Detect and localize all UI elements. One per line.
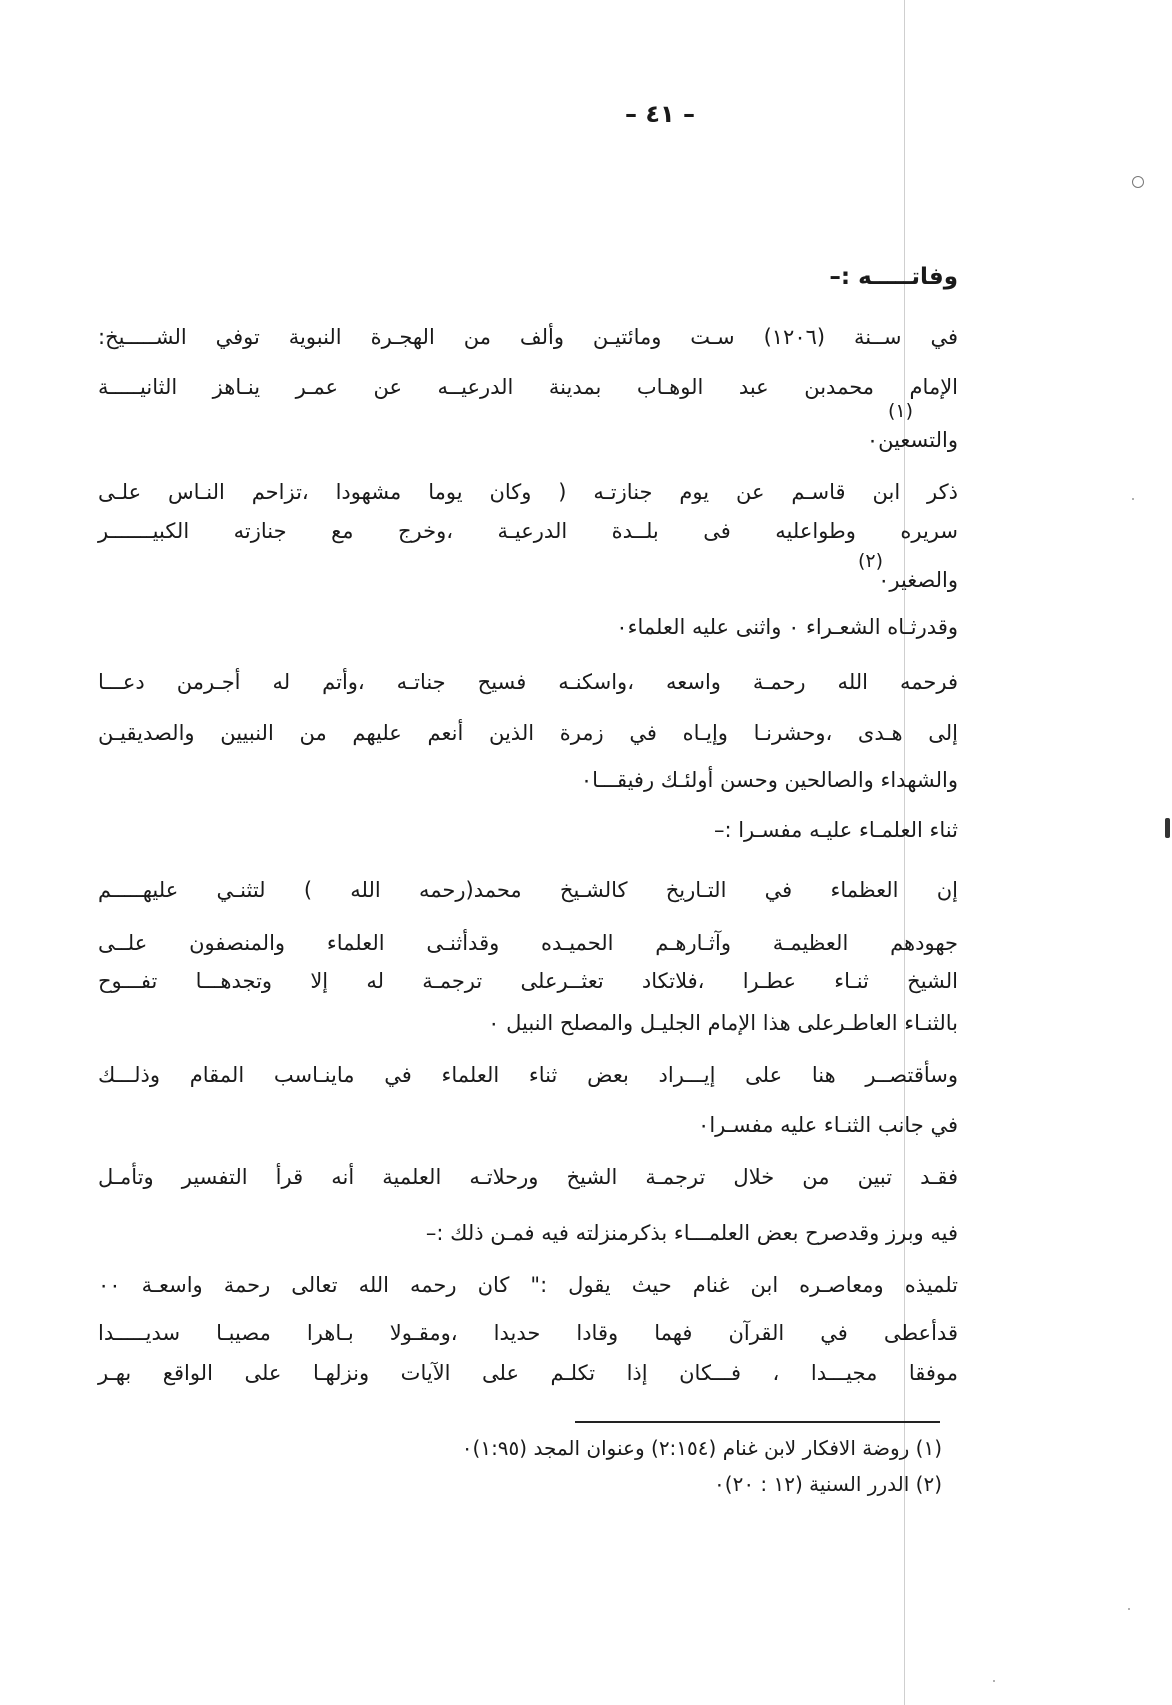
page-number: – ٤١ – (624, 100, 695, 128)
text-line: إلى هـدى ،وحشرنـا وإيـاه في زمرة الذين أنعم عليهم من النبيين والصديقيـن (98, 721, 958, 745)
text-line: والصغير٠ (878, 568, 958, 592)
text-line: وسأقتصــر هنا على إيـــراد بعض ثناء العلماء في ماينـاسب المقام وذلـــك (98, 1063, 958, 1087)
text-line: قدأعطى في القرآن فهما وقادا حديدا ،ومقـولا بـاهرا مصيبـا سديـــــدا (98, 1321, 958, 1345)
text-line: في جانب الثنـاء عليه مفسـرا٠ (698, 1113, 958, 1137)
section-heading: وفاتـــــه :– (829, 264, 958, 290)
text-line: الإمام محمدبن عبد الوهـاب بمدينة الدرعيــه عن عمـر ينـاهز الثانيـــــة (98, 375, 958, 399)
text-line: جهودهم العظيمـة وآثـارهـم الحميـده وقدأثنـى العلماء والمنصفون علــى (98, 931, 958, 955)
text-line: في ســنة (١٢٠٦) سـت ومائتيـن وألف من الهجـرة النبوية توفي الشـــــيخ: (98, 325, 958, 349)
scan-speck (993, 1680, 995, 1682)
footnote-ref: (٢) (858, 550, 884, 572)
subheading-line: ثناء العلمـاء عليـه مفسـرا :– (713, 818, 958, 842)
footnote: (١) روضة الافكار لابن غنام (٢:١٥٤) وعنوان المجد (١:٩٥)٠ (461, 1436, 942, 1460)
footnote: (٢) الدرر السنية (١٢ : ٢٠)٠ (714, 1472, 942, 1496)
edge-ink-mark (1165, 818, 1170, 838)
footnote-separator (575, 1421, 940, 1423)
text-line: وقدرثـاه الشعـراء ٠ واثنى عليه العلماء٠ (616, 615, 958, 639)
footnote-ref: (١) (888, 400, 914, 422)
text-line: ذكر ابن قاسـم عن يوم جنازتـه ( وكان يوما مشهودا ،تزاحم النـاس علـى (98, 480, 958, 504)
text-line: فقـد تبين من خلال ترجمـة الشيخ ورحلاتـه العلمية أنه قرأ التفسير وتأمـل (98, 1165, 958, 1189)
text-line: الشيخ ثنـاء عطـرا ،فلاتكاد تعثــرعلى ترجمـة له إلا وتجدهـــا تفـــوح (98, 969, 958, 993)
text-line: فرحمه الله رحمـة واسعه ،واسكنـه فسيح جناتـه ،وأتم له أجـرمن دعـــا (98, 670, 958, 694)
text-line: بالثنـاء العاطـرعلى هذا الإمام الجليـل والمصلح النبيل ٠ (488, 1011, 958, 1035)
text-line: تلميذه ومعاصـره ابن غنام حيث يقول :" كان رحمه الله تعالى رحمة واسعـة ٠٠ (98, 1273, 958, 1297)
punch-hole-mark (1132, 176, 1144, 188)
text-line: والشهداء والصالحين وحسن أولئـك رفيقـــا٠ (580, 768, 958, 792)
text-line: سريره وطواعليه فى بلــدة الدرعيـة ،وخرج مع جنازته الكبيـــــــر (98, 519, 958, 543)
scan-speck (1132, 498, 1134, 500)
scan-speck (1128, 1608, 1130, 1610)
text-line: فيه وبرز وقدصرح بعض العلمـــاء بذكرمنزلته فيه فمـن ذلك :– (425, 1221, 958, 1245)
text-line: والتسعين٠ (866, 428, 958, 452)
text-line: موفقا مجيـــدا ، فـــكان إذا تكلـم على الآيات ونزلهـا على الواقع بهـر (98, 1361, 958, 1385)
text-line: إن العظماء في التـاريخ كالشـيخ محمد(رحمه الله ) لتثنـي عليهـــــم (98, 878, 958, 902)
